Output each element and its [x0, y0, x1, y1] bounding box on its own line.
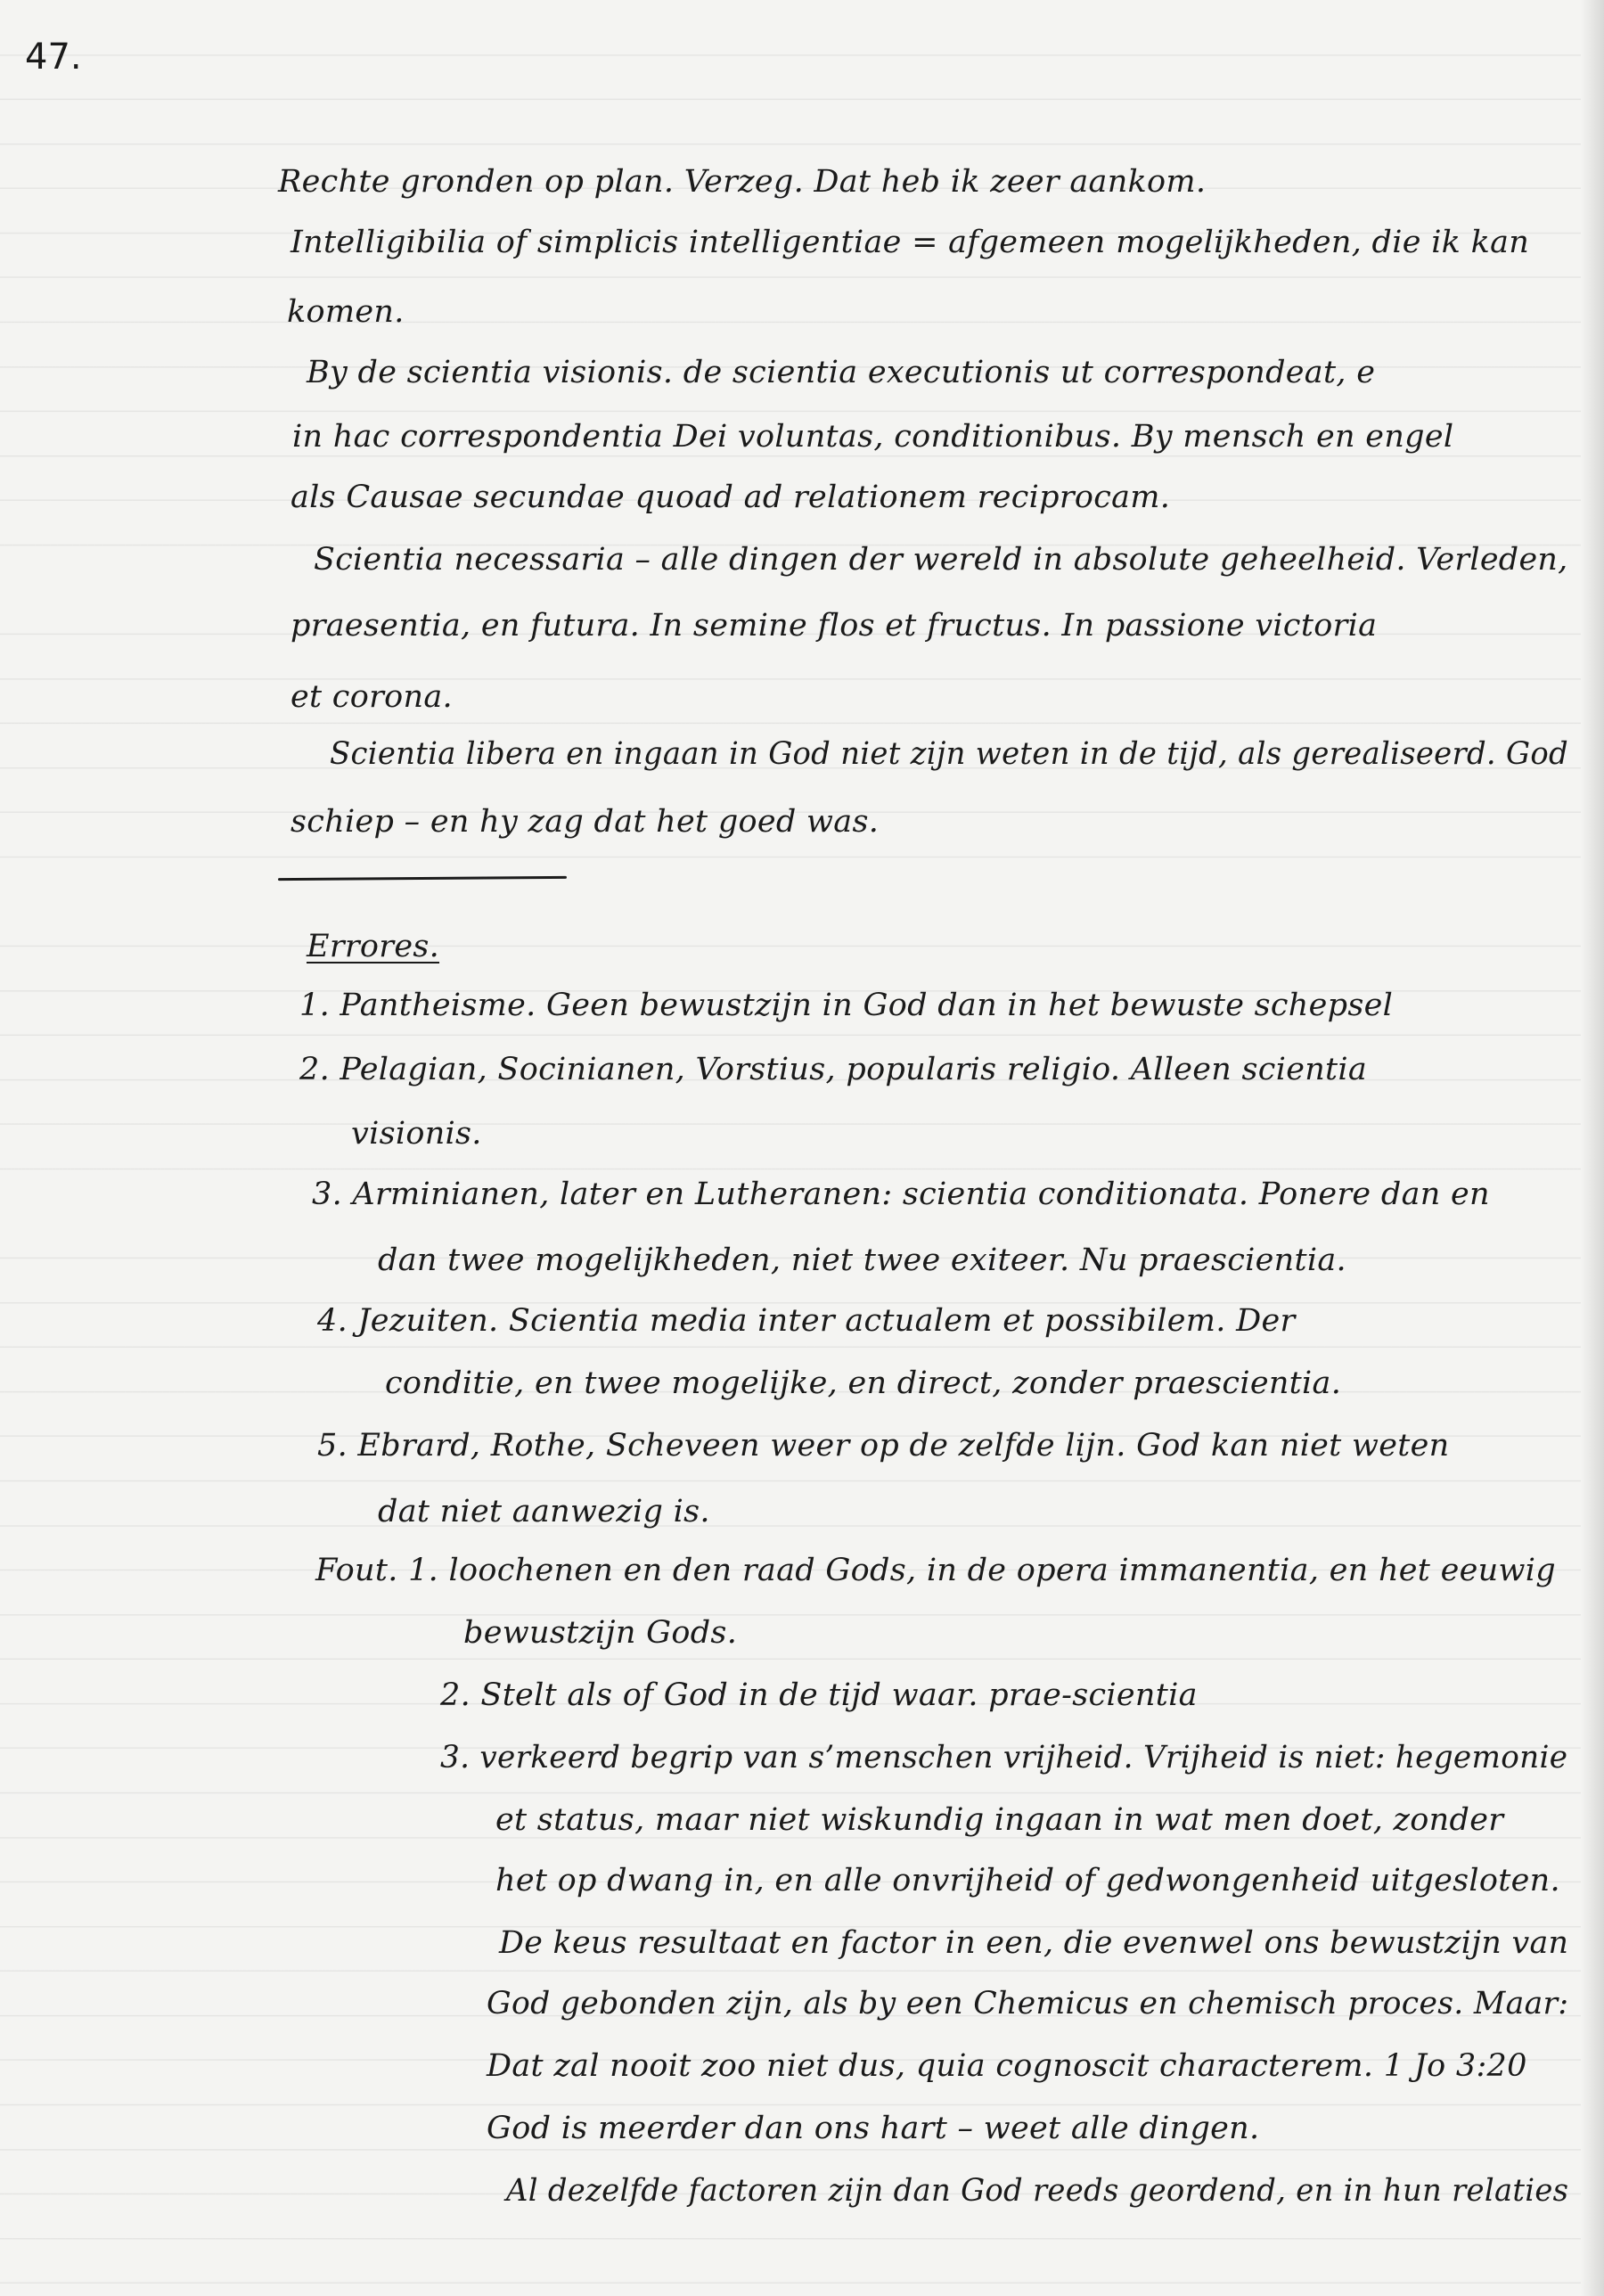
text-line: schiep – en hy zag dat het goed was. — [291, 804, 880, 840]
list-item: Fout. 1. loochenen en den raad Gods, in de opera immanentia, en het eeuwig — [315, 1553, 1556, 1588]
text-line: conditie, en twee mogelijke, en direct, zonder praescientia. — [385, 1365, 1342, 1401]
text-line: et status, maar niet wiskundig ingaan in wat men doet, zonder — [495, 1802, 1504, 1838]
list-item: 2. Pelagian, Socinianen, Vorstius, popularis religio. Alleen scientia — [299, 1052, 1368, 1087]
text-line: visionis. — [351, 1116, 482, 1152]
text-line: De keus resultaat en factor in een, die evenwel ons bewustzijn van — [499, 1925, 1569, 1961]
text-line: bewustzijn Gods. — [463, 1615, 738, 1651]
text-line: dat niet aanwezig is. — [378, 1494, 710, 1529]
text-line: Rechte gronden op plan. Verzeg. Dat heb ik zeer aankom. — [278, 164, 1207, 200]
list-item: 4. Jezuiten. Scientia media inter actualem et possibilem. Der — [317, 1303, 1296, 1339]
list-item: 1. Pantheisme. Geen bewustzijn in God dan in het bewuste schepsel — [299, 988, 1394, 1023]
list-item: 3. verkeerd begrip van s’menschen vrijheid. Vrijheid is niet: hegemonie — [440, 1740, 1568, 1775]
text-line: dan twee mogelijkheden, niet twee exiteer. Nu praescientia. — [378, 1242, 1346, 1278]
section-divider — [278, 876, 567, 881]
text-line: By de scientia visionis. de scientia executionis ut correspondeat, e — [307, 355, 1376, 390]
text-line: Scientia libera en ingaan in God niet zijn weten in de tijd, als gerealiseerd. God — [330, 736, 1568, 772]
list-item: 3. Arminianen, later en Lutheranen: scientia conditionata. Ponere dan en — [312, 1177, 1490, 1212]
text-line: praesentia, en futura. In semine flos et fructus. In passione victoria — [291, 608, 1378, 644]
list-item: 2. Stelt als of God in de tijd waar. prae-scientia — [440, 1677, 1198, 1713]
text-line: et corona. — [291, 679, 453, 715]
text-line: als Causae secundae quoad ad relationem reciprocam. — [291, 480, 1171, 515]
page-number: 47. — [25, 37, 82, 78]
text-line: Intelligibilia of simplicis intelligentiae = afgemeen mogelijkheden, die ik kan — [291, 225, 1530, 260]
text-line: in hac correspondentia Dei voluntas, conditionibus. By mensch en engel — [292, 419, 1454, 455]
text-line: Scientia necessaria – alle dingen der wereld in absolute geheelheid. Verleden, — [314, 542, 1568, 578]
page-edge-shadow — [1581, 0, 1604, 2296]
section-heading: Errores. — [307, 929, 440, 964]
list-item: 5. Ebrard, Rothe, Scheveen weer op de zelfde lijn. God kan niet weten — [317, 1428, 1450, 1464]
text-line: het op dwang in, en alle onvrijheid of gedwongenheid uitgesloten. — [495, 1863, 1560, 1898]
text-line: God gebonden zijn, als by een Chemicus en chemisch proces. Maar: — [487, 1986, 1569, 2021]
text-line: God is meerder dan ons hart – weet alle dingen. — [487, 2111, 1260, 2146]
text-line: Al dezelfde factoren zijn dan God reeds geordend, en in hun relaties — [506, 2173, 1569, 2209]
text-line: Dat zal nooit zoo niet dus, quia cognoscit characterem. 1 Jo 3:20 — [487, 2048, 1527, 2084]
text-line: komen. — [287, 294, 405, 330]
